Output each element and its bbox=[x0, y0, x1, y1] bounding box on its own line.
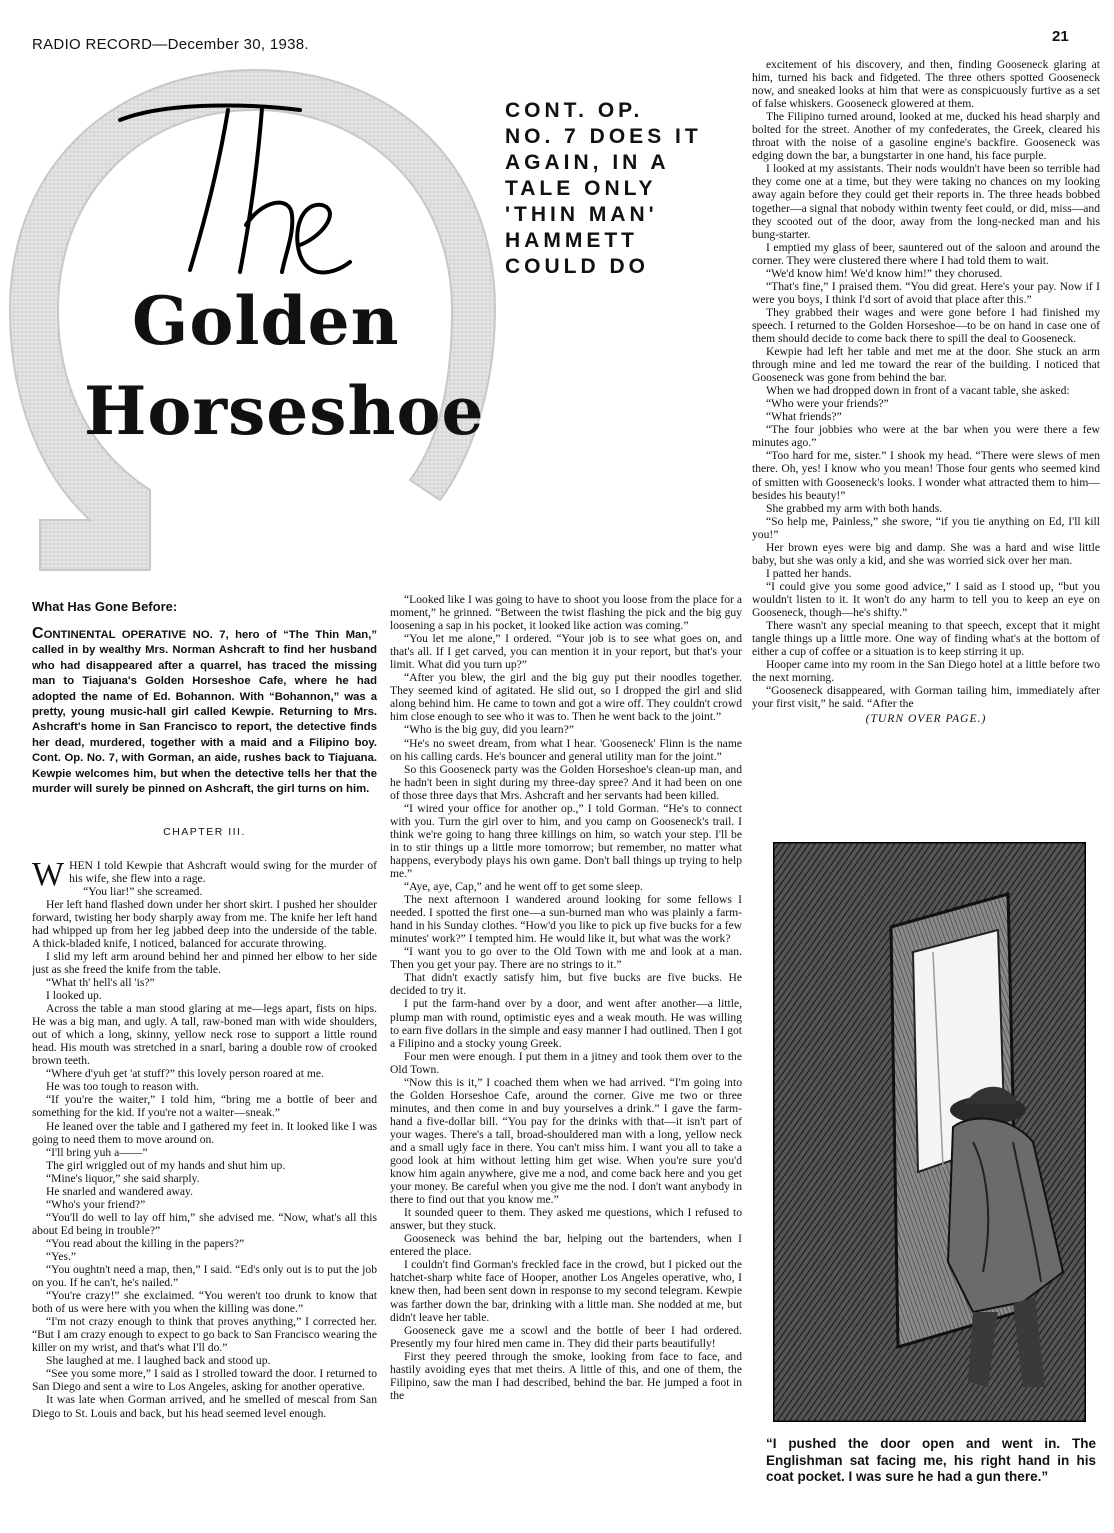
paragraph: Four men were enough. I put them in a jitney and took them over to the Old Town. bbox=[390, 1049, 742, 1076]
paragraph: She laughed at me. I laughed back and stood up. bbox=[46, 1354, 271, 1368]
paragraph: “I wired your office for another op.,” I told Gorman. “He's to connect with you. Turn the girl over to him, and you camp on Gooseneck's trail. I think we're going to hang three killings on him, so watch your step. I'll be in to stir things up a little more tomorrow; but remember, no matter what happens, everybody plays his own game. Don't ball things up trying to help me.” bbox=[390, 801, 742, 880]
paragraph: “He's no sweet dream, from what I hear. 'Gooseneck' Flinn is the name on his calling cards. He's bouncer and general utility man for the joint.” bbox=[390, 736, 742, 763]
paragraph: So this Gooseneck party was the Golden Horseshoe's clean-up man, and he hadn't been in sight during my three-day spree? And it had been on one of those three days that Mrs. Ashcraft and her servants had been killed. bbox=[390, 762, 742, 802]
paragraph: He was too tough to reason with. bbox=[46, 1080, 199, 1094]
column-3 bbox=[752, 58, 1100, 838]
opening-paragraph: WHEN I told Kewpie that Ashcraft would swing for the murder of his wife, she flew into a rage. bbox=[32, 855, 377, 893]
paragraph: “Gooseneck disappeared, with Gorman tailing him, immediately after your first visit,” he said. “After the bbox=[752, 684, 1100, 711]
synopsis-text: ONTINENTAL OPERATIVE NO. 7, hero of “The Thin Man,” called in by wealthy Mrs. Norman Ashcraft to find her husband who had disappeared after a quarrel, has traced the missing man to Tiajuana's Golden Horseshoe Cafe, where he had adopted the name of Ed. Bohannon. With “Bohannon,” was a pretty, young music-hall girl called Kewpie. Returning to Mrs. Ashcraft's home in San Francisco to report, the detective finds her dead, murdered, together with a maid and a Filipino boy. Cont. Op. No. 7, with Gorman, an aide, rushes back to Tiajuana. Kewpie welcomes him, but when the detective tells her that the murder will surely be pinned on Ashcraft, the girl turns on him. bbox=[32, 629, 377, 796]
paragraph: That didn't exactly satisfy him, but five bucks are five bucks. He decided to try it. bbox=[390, 971, 742, 998]
title-golden: Golden bbox=[132, 282, 400, 360]
paragraph: “See you some more,” I said as I strolled toward the door. I returned to San Diego and sent a wire to Los Angeles, asking for another operative. bbox=[32, 1367, 377, 1394]
paragraph: “You let me alone,” I ordered. “Your job is to see what goes on, and that's all. If I get carved, you can mention it in your report, but that's your limit. What did you turn up?” bbox=[390, 632, 742, 672]
paragraph: “Who's your friend?” bbox=[46, 1197, 146, 1211]
title-art bbox=[0, 50, 520, 590]
paragraph: “You're crazy!” she exclaimed. “You weren't too drunk to know that both of us were here with you when the killing was done.” bbox=[32, 1289, 377, 1316]
title-horseshoe: Horseshoe bbox=[84, 372, 485, 450]
paragraph: “Who were your friends?” bbox=[766, 397, 889, 411]
paragraph: “What th' hell's all 'is?” bbox=[46, 975, 155, 989]
paragraph: “Yes.” bbox=[46, 1249, 77, 1263]
paragraph: I put the farm-hand over by a door, and went after another—a little, plump man with round, optimistic eyes and a weak mouth. He was willing to earn five dollars in the simple and easy manner I had outlined. Then I got a Filipino and a stocky young Greek. bbox=[390, 997, 742, 1050]
column-3-paragraphs bbox=[752, 58, 1100, 710]
paragraph: “You oughtn't need a map, then,” I said. “Ed's only out is to put the job on you. If he can't, he's nailed.” bbox=[32, 1263, 377, 1290]
paragraph: “Who is the big guy, did you learn?” bbox=[404, 723, 574, 737]
column-1 bbox=[32, 600, 377, 1530]
teaser-line: AGAIN, IN A bbox=[505, 151, 670, 174]
chapter-heading: CHAPTER III. bbox=[163, 825, 246, 838]
story-illustration bbox=[773, 842, 1086, 1422]
paragraph: I slid my left arm around behind her and pinned her elbow to her side just as she freed the knife from the table. bbox=[32, 949, 377, 976]
paragraph: “We'd know him! We'd know him!” they chorused. bbox=[766, 266, 1003, 280]
paragraph: The Filipino turned around, looked at me, ducked his head sharply and bolted for the street. Another of my confederates, the Greek, cleared his throat with the noise of a gasoline engine's backfire. Gooseneck was edging down the bar, a bungstarter in one hand, his face purple. bbox=[752, 110, 1100, 163]
illustration-caption: “I pushed the door open and went in. The Englishman sat facing me, his right hand in his coat pocket. I was sure he had a gun there.” bbox=[766, 1436, 1096, 1484]
teaser-line: 'THIN MAN' bbox=[505, 203, 658, 226]
paragraph: “Looked like I was going to have to shoot you loose from the place for a moment,” he grinned. “Between the twist flashing the pick and the big guy loosening a sap in his pocket, it looked like action was coming.” bbox=[390, 593, 742, 633]
paragraph: “After you blew, the girl and the big guy put their noodles together. They seemed kind of agitated. He slid out, so I dropped the girl and slid along behind him. He came to town and got a wire off. They couldn't crowd him close enough to see who it was to. Then he went back to the joint.” bbox=[390, 671, 742, 724]
paragraph: When we had dropped down in front of a vacant table, she asked: bbox=[766, 384, 1070, 398]
paragraph: “I could give you some good advice,” I said as I stood up, “but you wouldn't listen to it. It won't do any harm to tell you to keep an eye on Gooseneck, though—he's shifty.” bbox=[752, 579, 1100, 619]
paragraph: Hooper came into my room in the San Diego hotel at a little before two the next morning. bbox=[752, 658, 1100, 685]
teaser bbox=[505, 98, 702, 280]
paragraph: She grabbed my arm with both hands. bbox=[766, 501, 943, 515]
paragraph: “You'll do well to lay off him,” she advised me. “Now, what's all this about Ed being in trouble?” bbox=[32, 1210, 377, 1237]
paragraph: First they peered through the smoke, looking from face to face, and hastily avoiding eyes that met theirs. A little of this, and one of them, the Filipino, saw the man I had described, behind the bar. He jumped a foot in the bbox=[390, 1349, 742, 1402]
teaser-line: COULD DO bbox=[505, 255, 649, 278]
teaser-line: TALE ONLY bbox=[505, 177, 657, 200]
paragraph: Her left hand flashed down under her short skirt. I pushed her shoulder forward, twisting her body sharply away from me. The knife her left hand had whipped up from her leg jabbed deep into the underside of the table. A thick-bladed knife, I noticed, balanced for accurate throwing. bbox=[32, 897, 377, 950]
column-1-paragraphs bbox=[32, 885, 377, 1420]
paragraph: “That's fine,” I praised them. “You did great. Here's your pay. Now if I were you boys, I think I'd sort of avoid that place after this.” bbox=[752, 279, 1100, 306]
synopsis-heading: What Has Gone Before: bbox=[32, 600, 178, 614]
paragraph: “Aye, aye, Cap,” and he went off to get some sleep. bbox=[404, 880, 643, 894]
paragraph: “What friends?” bbox=[766, 410, 842, 424]
paragraph: Kewpie had left her table and met me at the door. She stuck an arm through mine and led me toward the rear of the building. I noticed that Gooseneck was gone from behind the bar. bbox=[752, 345, 1100, 385]
synopsis bbox=[32, 626, 377, 797]
paragraph: I emptied my glass of beer, sauntered out of the saloon and around the corner. They were clustered there where I had told them to wait. bbox=[752, 240, 1100, 267]
synopsis-drop-letter: C bbox=[32, 625, 44, 643]
teaser-line: CONT. OP. bbox=[505, 99, 644, 122]
paragraph: “I'll bring yuh a——” bbox=[46, 1145, 148, 1159]
paragraph: I patted her hands. bbox=[766, 566, 852, 580]
paragraph: Across the table a man stood glaring at me—legs apart, fists on hips. He was a big man, and ugly. A tall, raw-boned man with wide shoulders, out of which a long, skinny, yellow neck rose to support a little round head. His mouth was stretched in a snarl, baring a double row of crooked brown teeth. bbox=[32, 1002, 377, 1068]
paragraph: The next afternoon I wandered around looking for some fellows I needed. I spotted the first one—a sun-burned man who was plainly a farm-hand in his Sunday clothes. “How'd you like to pick up five bucks for a few minutes' work?” I tempted him. He would like it, but what was the work? bbox=[390, 893, 742, 946]
paragraph: Her brown eyes were big and damp. She was a hard and wise little baby, but she was only a kid, and she was worried sick over her man. bbox=[752, 540, 1100, 567]
teaser-line: HAMMETT bbox=[505, 229, 638, 252]
paragraph: “Too hard for me, sister.” I shook my head. “There were slews of men there. Oh, yes! I know who you mean! Those four gents who seemed kind of smitten with Gooseneck's looks. I wonder what attracted them to him—besides his beauty!” bbox=[752, 449, 1100, 502]
paragraph: He snarled and wandered away. bbox=[46, 1184, 193, 1198]
paragraph: I looked at my assistants. Their nods wouldn't have been so terrible had they come one at a time, but they were taking no chances on my looking away again before they could get their reports in. The three heads bobbed together—a signal that nobody within twenty feet could, or did, miss—and they scooted out of the door, away from the long-necked man and his bung-starter. bbox=[752, 162, 1100, 241]
paragraph: “I'm not crazy enough to think that proves anything,” I corrected her. “But I am crazy enough to expect to go back to San Francisco wearing the killer on my wrist, and that's what I'll do.” bbox=[32, 1315, 377, 1355]
drop-cap: W bbox=[32, 855, 65, 893]
paragraph: “You liar!” she screamed. bbox=[83, 884, 203, 898]
paragraph: Gooseneck gave me a scowl and the bottle of beer I had ordered. Presently my four hired men came in. They did their parts beautifully! bbox=[390, 1323, 742, 1350]
paragraph: He leaned over the table and I gathered my feet in. It looked like I was going to need them to move around on. bbox=[32, 1119, 377, 1146]
paragraph: “Where d'yuh get 'at stuff?” this lovely person roared at me. bbox=[46, 1067, 324, 1081]
turn-over-note: (TURN OVER PAGE.) bbox=[865, 712, 987, 726]
column-2 bbox=[390, 593, 742, 1528]
paragraph: “If you're the waiter,” I told him, “bring me a bottle of beer and something for the kid. If you're not a waiter—sneak.” bbox=[32, 1093, 377, 1120]
paragraph: I couldn't find Gorman's freckled face in the crowd, but I picked out the hatchet-sharp white face of Hooper, another Los Angeles operative, who, I knew then, had been sent down in response to my second telegram. Kewpie was farther down the bar, drinking with a little man. She nodded at me, but didn't leave her table. bbox=[390, 1258, 742, 1324]
paragraph: Gooseneck was behind the bar, helping out the bartenders, when I entered the place. bbox=[390, 1232, 742, 1259]
paragraph: The girl wriggled out of my hands and shut him up. bbox=[46, 1158, 286, 1172]
paragraph: excitement of his discovery, and then, finding Gooseneck glaring at him, turned his back and fidgeted. The three others spotted Gooseneck now, and sneaked looks at him that were as conspicuously furtive as a set of false whiskers. Gooseneck glowered at them. bbox=[752, 58, 1100, 111]
paragraph: “Mine's liquor,” she said sharply. bbox=[46, 1171, 200, 1185]
paragraph: “So help me, Painless,” she swore, “if you tie anything on Ed, I'll kill you!” bbox=[752, 514, 1100, 541]
masthead: RADIO RECORD—December 30, 1938. bbox=[32, 36, 309, 53]
paragraph: It was late when Gorman arrived, and he smelled of mescal from San Diego to St. Louis and back, but his head seemed level enough. bbox=[32, 1393, 377, 1420]
page-number: 21 bbox=[1052, 28, 1069, 45]
paragraph: There wasn't any special meaning to that speech, except that it might tangle things up a little more. One way of finding what's at the bottom of either a cup of coffee or a situation is to keep stirring it up. bbox=[752, 619, 1100, 659]
paragraph: It sounded queer to them. They asked me questions, which I refused to answer, but they stuck. bbox=[390, 1206, 742, 1233]
paragraph: “Now this is it,” I coached them when we had arrived. “I'm going into the Golden Horseshoe Cafe, around the corner. Give me two or three minutes, and then come in and buy yourselves a drink.” I gave the farm-hand a five-dollar bill. “You pay for the drinks with that—it isn't part of your wages. There's a tall, broad-shouldered man with a long, yellow neck and a small ugly face in there. You can't miss him. I want you all to take a good look at him without letting him get wise. When you're sure you'd know him again anywhere, give me a nod, and come back here and you get your money. Be careful when you give me the nod. I don't want anybody in there to find out that you know me.” bbox=[390, 1075, 742, 1207]
paragraph: They grabbed their wages and were gone before I had finished my speech. I returned to the Golden Horseshoe—to be on hand in case one of them should decide to come back there to spill the deal to Gooseneck. bbox=[752, 305, 1100, 345]
paragraph: “I want you to go over to the Old Town with me and look at a man. Then you get your pay. There are no strings to it.” bbox=[390, 945, 742, 972]
paragraph: “You read about the killing in the papers?” bbox=[46, 1236, 245, 1250]
paragraph: I looked up. bbox=[46, 989, 102, 1003]
column-2-paragraphs bbox=[390, 593, 742, 1402]
paragraph: “The four jobbies who were at the bar when you were there a few minutes ago.” bbox=[752, 423, 1100, 450]
teaser-line: NO. 7 DOES IT bbox=[505, 125, 702, 148]
